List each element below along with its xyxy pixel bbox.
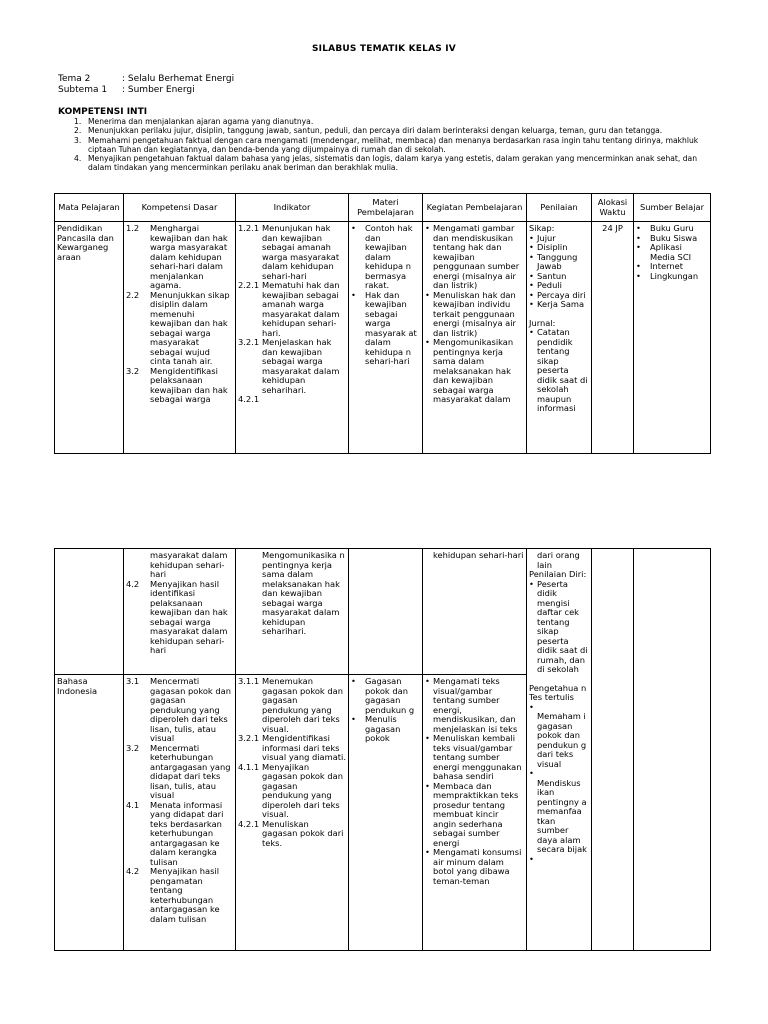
list-item: 4.1.1 Menyajikan gagasan pokok dan gagasan pendukung yang diperoleh dari teks visual. — [238, 761, 343, 819]
cell-kd — [124, 549, 236, 675]
list-item: • Contoh hak dan kewajiban dalam kehidupa n bermasya rakat. — [351, 223, 413, 290]
cell-kegiatan — [423, 222, 527, 454]
penilaian-jurnal-heading: Jurnal: — [529, 317, 556, 328]
header-alokasi: Alokasi Waktu — [592, 194, 634, 222]
cell-alokasi: 24 JP — [592, 222, 634, 454]
list-item: • Mendiskus ikan pentingny a memanfaa tkan sumber daya alam secara bijak — [529, 768, 587, 854]
cell-mapel — [55, 549, 124, 675]
ki-item: 2. Menunjukkan perilaku jujur, disiplin, tanggung jawab, santun, peduli, dan percaya diri dalam berinteraksi dengan keluarga, teman, guru dan tetangga. — [74, 126, 663, 136]
list-item: • Catatan pendidik tentang sikap peserta didik saat di sekolah maupun informasi — [529, 327, 588, 413]
ki-item: 3. Memahami pengetahuan faktual dengan cara mengamati (mendengar, melihat, membaca) dan menanya berdasarkan rasa ingin tahu tentang dirinya, makhluk ciptaan Tuhan dan kegiatannya, dan benda-benda yang dijumpainya di rumah dan di sekolah. — [74, 135, 699, 154]
header-sumber: Sumber Belajar — [634, 194, 711, 222]
subtema-value: : Sumber Energi — [122, 85, 195, 95]
list-item: • Mengamati konsumsi air minum dalam botol yang dibawa teman-teman — [425, 847, 522, 886]
list-item: • Internet — [636, 261, 683, 271]
cell-kd — [124, 675, 236, 951]
list-item: masyarakat dalam kehidupan sehari-hari — [150, 550, 228, 579]
ki-item: 4. Menyajikan pengetahuan faktual dalam bahasa yang jelas, sistematis dan logis, dalam karya yang estetis, dalam gerakan yang mencerminkan anak sehat, dan dalam tindakan yang mencerminkan perilaku anak beriman dan berakhlak mulia. — [74, 154, 698, 173]
list-item: 4.1 Menata informasi yang didapat dari teks berdasarkan keterhubungan antargagasan ke dalam kerangka tulisan — [126, 799, 224, 867]
penilaian-diri-heading: Penilaian Diri: — [529, 569, 587, 579]
list-item: • Peserta didik mengisi daftar cek tentang sikap peserta didik saat di rumah, dan di sekolah — [529, 578, 588, 674]
header-materi: Materi Pembelajaran — [349, 194, 423, 222]
list-item: 3.2.1 Mengidentifikasi informasi dari teks visual yang diamati. — [238, 733, 346, 762]
cell-penilaian — [527, 549, 592, 951]
cell-indikator — [236, 675, 349, 951]
cell-alokasi — [592, 549, 634, 951]
list-item: Mengomunikasika n pentingnya kerja sama dalam melaksanakan hak dan kewajiban sebagai warga masyarakat dalam kehidupan seharihari. — [262, 550, 345, 636]
cell-sumber — [634, 549, 711, 951]
syllabus-table-page1 — [54, 193, 711, 454]
cell-indikator — [236, 222, 349, 454]
penilaian-pengetahuan-heading: Pengetahua n — [529, 682, 587, 693]
list-item: 4.2 Menyajikan hasil pengamatan tentang keterhubungan antargagasan ke dalam tulisan — [126, 866, 220, 924]
list-item: • Mengamati teks visual/gambar tentang sumber energi, mendiskusikan, dan menjelaskan isi teks — [425, 676, 518, 734]
cell-sumber — [634, 222, 711, 454]
list-item: • Tanggung Jawab — [529, 251, 578, 271]
list-item: 4.2 Menyajikan hasil identifikasi pelaksanaan kewajiban dan hak sebagai warga masyarakat dalam kehidupan sehari-hari — [126, 578, 228, 655]
list-item: • Mengomunikasikan pentingnya kerja sama dalam melaksanakan hak dan kewajiban sebagai warga masyarakat dalam — [425, 337, 514, 404]
cell-mapel: Pendidikan Pancasila dan Kewarganeg araan — [55, 222, 124, 454]
header-mapel: Mata Pelajaran — [55, 194, 124, 222]
penilaian-sikap-heading: Sikap: — [529, 223, 555, 233]
kompetensi-inti-list — [58, 117, 713, 173]
ki-item: 1. Menerima dan menjalankan ajaran agama yang dianutnya. — [74, 117, 314, 126]
list-item: • Gagasan pokok dan gagasan pendukun g — [351, 676, 415, 715]
header-kegiatan: Kegiatan Pembelajaran — [423, 194, 527, 222]
cell-materi — [349, 675, 423, 951]
list-item: • Memaham i gagasan pokok dan pendukun g dari teks visual — [529, 701, 587, 769]
list-item: • Buku Guru — [636, 223, 694, 233]
list-item: • Hak dan kewajiban sebagai warga masyarak at dalam kehidupa n sehari-hari — [351, 289, 417, 366]
list-item: • Percaya diri — [529, 289, 586, 300]
list-item: 3.1.1 Menemukan gagasan pokok dan gagasan pendukung yang diperoleh dari teks visual. — [238, 676, 343, 734]
list-item: kehidupan sehari-hari — [433, 550, 524, 560]
tema-label: Tema 2 — [58, 74, 91, 84]
cell-kegiatan — [423, 549, 527, 675]
list-item: 2.2.1 Mematuhi hak dan kewajiban sebagai amanah warga masyarakat dalam kehidupan sehari-hari. — [238, 280, 340, 338]
list-item: • Membaca dan mempraktikkan teks prosedur tentang membuat kincir angin sederhana sebagai sumber energi — [425, 780, 519, 848]
header-indikator: Indikator — [236, 194, 349, 222]
list-item: • Disiplin — [529, 242, 568, 252]
list-item: • Buku Siswa — [636, 232, 698, 243]
list-item: 1.2.1 Menunjukan hak dan kewajiban sebagai amanah warga masyarakat dalam kehidupan sehari-hari — [238, 223, 340, 281]
table-row — [55, 222, 711, 454]
list-item: 3.2 Mengidentifikasi pelaksanaan kewajiban dan hak sebagai warga — [126, 365, 228, 404]
list-item: 1.2 Menghargai kewajiban dan hak warga masyarakat dalam kehidupan sehari-hari dalam menjalankan agama. — [126, 223, 228, 290]
list-item: • — [529, 853, 534, 864]
cell-mapel: Bahasa Indonesia — [55, 675, 124, 951]
syllabus-table-page2 — [54, 548, 711, 951]
list-item: • Peduli — [529, 280, 562, 290]
list-item: 4.2.1 — [238, 394, 260, 404]
list-item: 3.2 Mencermati keterhubungan antargagasan yang didapat dari teks lisan, tulis, atau visual — [126, 742, 231, 800]
header-penilaian: Penilaian — [527, 194, 592, 222]
header-kd: Kompetensi Dasar — [124, 194, 236, 222]
list-item: • Aplikasi Media SCI — [636, 242, 692, 262]
list-item: 4.2.1 Menuliskan gagasan pokok dari teks. — [238, 818, 344, 848]
tema-value: : Selalu Berhemat Energi — [122, 74, 235, 84]
subtema-label: Subtema 1 — [58, 85, 108, 95]
cell-penilaian — [527, 222, 592, 454]
cell-materi — [349, 222, 423, 454]
list-item: • Jujur — [529, 232, 556, 243]
list-item: • Santun — [529, 270, 567, 281]
list-item: 3.1 Mencermati gagasan pokok dan gagasan pendukung yang diperoleh dari teks lisan, tulis, atau visual — [126, 676, 231, 743]
list-item: • Menuliskan hak dan kewajiban individu terkait penggunaan energi (misalnya air dan listrik) — [425, 289, 516, 338]
kompetensi-inti-heading: KOMPETENSI INTI — [58, 107, 148, 117]
cell-indikator — [236, 549, 349, 675]
tema-line — [58, 74, 234, 85]
cell-materi — [349, 549, 423, 675]
list-item: • Lingkungan — [636, 270, 699, 281]
table-header-row — [55, 194, 711, 222]
list-item: • Mengamati gambar dan mendiskusikan tentang hak dan kewajiban penggunaan sumber energi (misalnya air dan listrik) — [425, 223, 520, 290]
list-item: 3.2.1 Menjelaskan hak dan kewajiban sebagai warga masyarakat dalam kehidupan seharihari. — [238, 337, 340, 395]
document-title: SILABUS TEMATIK KELAS IV — [312, 44, 456, 54]
list-item: • Kerja Sama — [529, 299, 585, 309]
list-item: • Menuliskan kembali teks visual/gambar tentang sumber energi menggunakan bahasa sendiri — [425, 733, 522, 781]
list-item: • Menulis gagasan pokok — [351, 714, 401, 743]
cell-kd — [124, 222, 236, 454]
penilaian-tes-heading: Tes tertulis — [529, 692, 574, 702]
cell-kegiatan — [423, 675, 527, 951]
table-row — [55, 549, 711, 675]
list-item: 2.2 Menunjukkan sikap disiplin dalam memenuhi kewajiban dan hak sebagai warga masyarakat sebagai wujud cinta tanah air. — [126, 289, 230, 366]
subtema-line — [58, 85, 195, 96]
list-item: dari orang lain — [537, 550, 580, 570]
